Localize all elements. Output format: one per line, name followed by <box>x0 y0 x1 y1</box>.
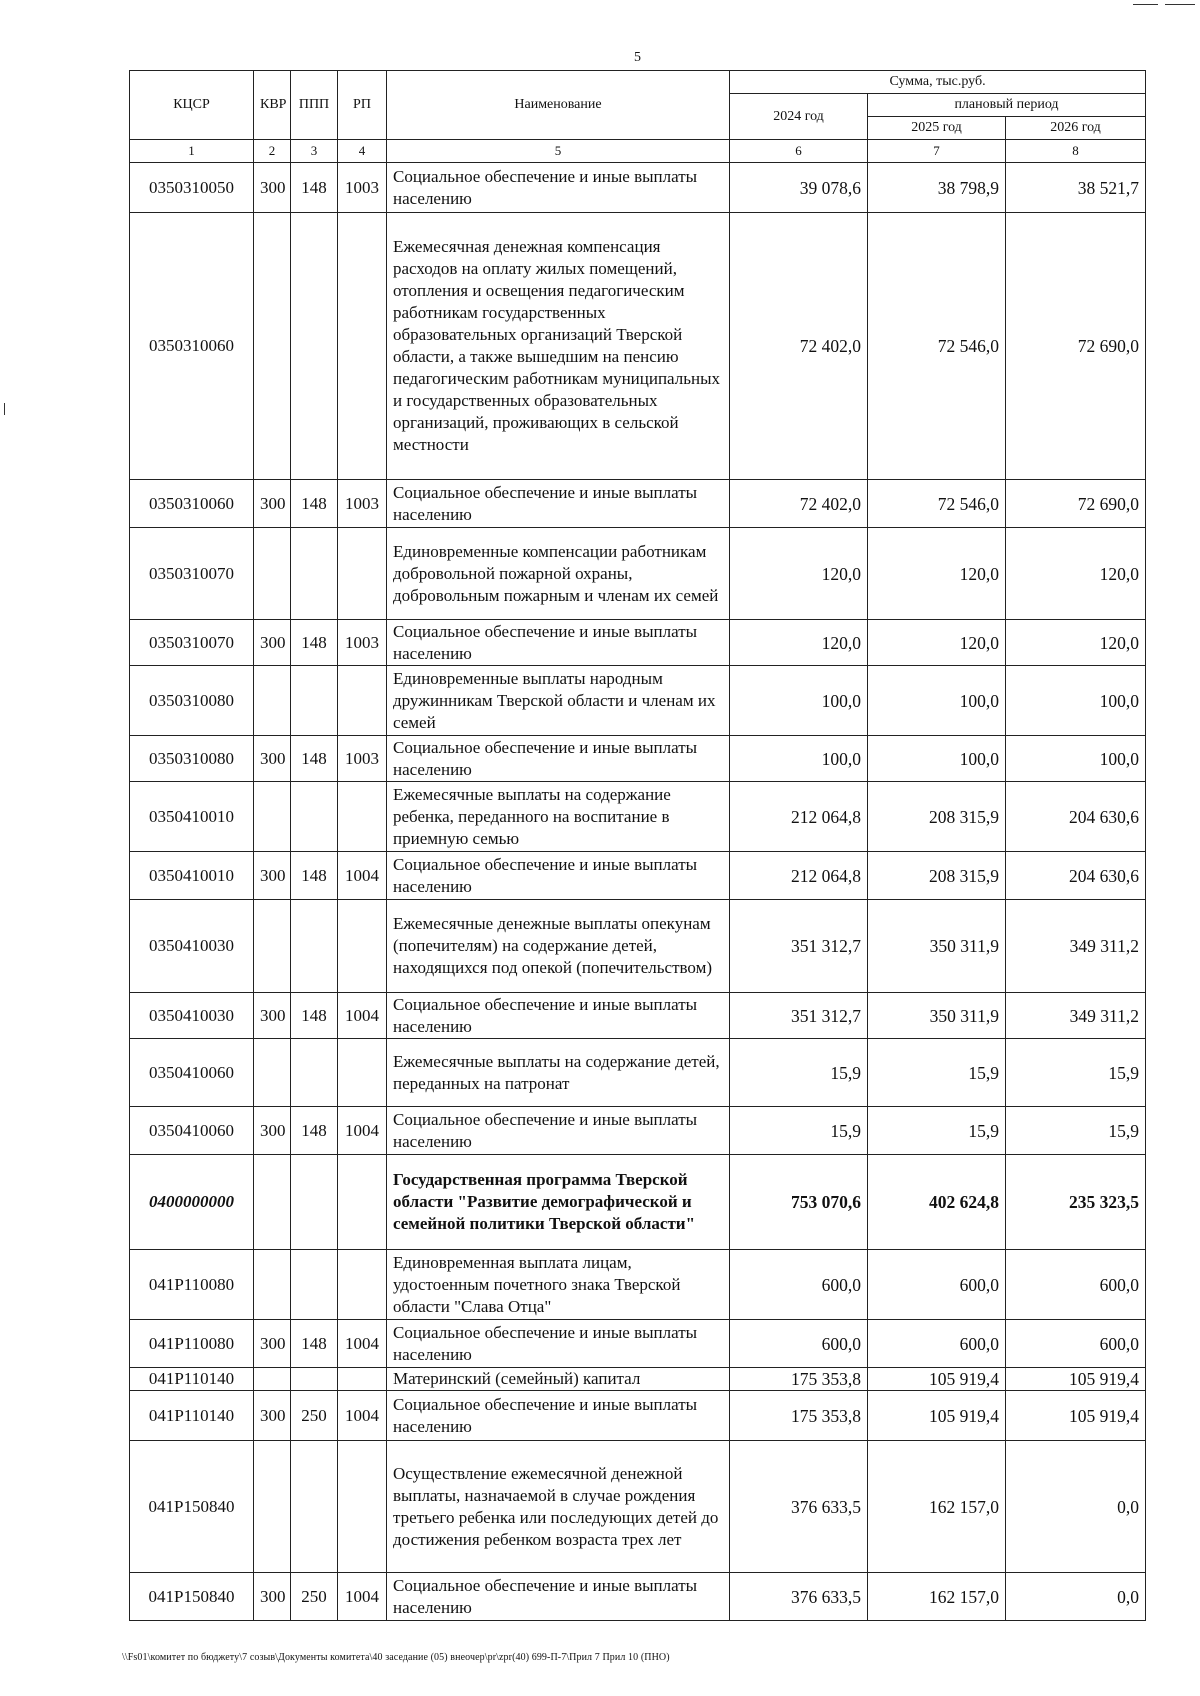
cell-kvr: 300 <box>254 1391 291 1441</box>
cell-kcsr: 0350310080 <box>130 666 254 736</box>
cell-sum-2026: 105 919,4 <box>1006 1391 1146 1441</box>
cell-sum-2025: 120,0 <box>868 528 1006 620</box>
cell-sum-2025: 105 919,4 <box>868 1368 1006 1391</box>
column-index: 8 <box>1006 140 1146 163</box>
cell-rp <box>338 528 387 620</box>
cell-rp: 1003 <box>338 163 387 213</box>
cell-rp: 1003 <box>338 480 387 528</box>
cell-name: Социальное обеспечение и иные выплаты населению <box>387 852 730 900</box>
cell-rp: 1003 <box>338 736 387 782</box>
cell-kvr: 300 <box>254 852 291 900</box>
cell-sum-2025: 72 546,0 <box>868 213 1006 480</box>
scan-mark <box>4 403 5 415</box>
header-year-2024: 2024 год <box>730 94 868 140</box>
cell-ppp <box>291 1441 338 1573</box>
cell-ppp <box>291 900 338 993</box>
cell-sum-2025: 600,0 <box>868 1250 1006 1320</box>
cell-kcsr: 0350310070 <box>130 528 254 620</box>
cell-sum-2024: 212 064,8 <box>730 852 868 900</box>
cell-sum-2024: 351 312,7 <box>730 900 868 993</box>
table-row <box>130 1250 1146 1320</box>
cell-sum-2024: 376 633,5 <box>730 1441 868 1573</box>
cell-ppp: 250 <box>291 1391 338 1441</box>
cell-kcsr: 0350310080 <box>130 736 254 782</box>
cell-sum-2026: 0,0 <box>1006 1573 1146 1621</box>
cell-name: Государственная программа Тверской области "Развитие демографической и семейной политики Тверской области" <box>387 1155 730 1250</box>
cell-sum-2026: 15,9 <box>1006 1039 1146 1107</box>
header-planned-period: плановый период <box>868 94 1146 117</box>
cell-rp: 1004 <box>338 1391 387 1441</box>
cell-sum-2025: 38 798,9 <box>868 163 1006 213</box>
cell-kvr <box>254 1250 291 1320</box>
column-index: 1 <box>130 140 254 163</box>
cell-sum-2025: 100,0 <box>868 736 1006 782</box>
table-row <box>130 620 1146 666</box>
cell-sum-2026: 349 311,2 <box>1006 900 1146 993</box>
header-rp: РП <box>338 71 387 140</box>
cell-ppp <box>291 666 338 736</box>
cell-sum-2024: 72 402,0 <box>730 213 868 480</box>
header-kvr: КВР <box>254 71 291 140</box>
column-index: 7 <box>868 140 1006 163</box>
cell-kcsr: 0350410060 <box>130 1107 254 1155</box>
cell-sum-2024: 72 402,0 <box>730 480 868 528</box>
cell-name: Ежемесячные денежные выплаты опекунам (попечителям) на содержание детей, находящихся под опекой (попечительством) <box>387 900 730 993</box>
cell-sum-2024: 15,9 <box>730 1039 868 1107</box>
cell-rp: 1004 <box>338 1107 387 1155</box>
table-row <box>130 1039 1146 1107</box>
cell-sum-2026: 100,0 <box>1006 666 1146 736</box>
table-row <box>130 736 1146 782</box>
cell-sum-2026: 235 323,5 <box>1006 1155 1146 1250</box>
header-sum: Сумма, тыс.руб. <box>730 71 1146 94</box>
table-row <box>130 1368 1146 1391</box>
cell-kvr: 300 <box>254 163 291 213</box>
scan-mark <box>1165 4 1195 5</box>
cell-rp <box>338 666 387 736</box>
cell-sum-2026: 105 919,4 <box>1006 1368 1146 1391</box>
cell-kvr <box>254 1039 291 1107</box>
cell-rp: 1004 <box>338 1320 387 1368</box>
cell-kvr: 300 <box>254 620 291 666</box>
column-index: 2 <box>254 140 291 163</box>
cell-rp: 1003 <box>338 620 387 666</box>
cell-name: Социальное обеспечение и иные выплаты населению <box>387 163 730 213</box>
header-name: Наименование <box>387 71 730 140</box>
table-row <box>130 782 1146 852</box>
cell-sum-2024: 753 070,6 <box>730 1155 868 1250</box>
cell-rp <box>338 1039 387 1107</box>
cell-kcsr: 041P150840 <box>130 1573 254 1621</box>
cell-kcsr: 0400000000 <box>130 1155 254 1250</box>
cell-kvr <box>254 1368 291 1391</box>
cell-kcsr: 0350310060 <box>130 213 254 480</box>
cell-kvr <box>254 213 291 480</box>
cell-kcsr: 0350310070 <box>130 620 254 666</box>
cell-ppp: 148 <box>291 1320 338 1368</box>
table-row <box>130 1391 1146 1441</box>
cell-kvr <box>254 1155 291 1250</box>
cell-sum-2026: 204 630,6 <box>1006 852 1146 900</box>
scan-mark <box>1133 4 1158 5</box>
cell-ppp: 148 <box>291 620 338 666</box>
cell-name: Социальное обеспечение и иные выплаты населению <box>387 620 730 666</box>
table-row <box>130 900 1146 993</box>
table-row <box>130 528 1146 620</box>
cell-name: Ежемесячная денежная компенсация расходов на оплату жилых помещений, отопления и освещения педагогическим работникам государственных образовательных организаций Тверской области, а также вышедшим на пенсию педагогическим работникам муниципальных и государственных образовательных организаций, проживающих в сельской местности <box>387 213 730 480</box>
cell-sum-2024: 376 633,5 <box>730 1573 868 1621</box>
cell-sum-2026: 0,0 <box>1006 1441 1146 1573</box>
cell-kvr <box>254 528 291 620</box>
cell-sum-2026: 600,0 <box>1006 1250 1146 1320</box>
column-index: 3 <box>291 140 338 163</box>
cell-rp: 1004 <box>338 1573 387 1621</box>
cell-kvr <box>254 900 291 993</box>
cell-name: Ежемесячные выплаты на содержание детей, переданных на патронат <box>387 1039 730 1107</box>
column-index: 5 <box>387 140 730 163</box>
cell-sum-2025: 105 919,4 <box>868 1391 1006 1441</box>
cell-sum-2024: 15,9 <box>730 1107 868 1155</box>
table-row <box>130 1107 1146 1155</box>
cell-rp: 1004 <box>338 993 387 1039</box>
table-row <box>130 480 1146 528</box>
table-row <box>130 852 1146 900</box>
cell-sum-2026: 72 690,0 <box>1006 213 1146 480</box>
cell-name: Единовременные выплаты народным дружинникам Тверской области и членам их семей <box>387 666 730 736</box>
cell-sum-2025: 208 315,9 <box>868 852 1006 900</box>
cell-sum-2024: 175 353,8 <box>730 1368 868 1391</box>
cell-sum-2026: 349 311,2 <box>1006 993 1146 1039</box>
cell-sum-2024: 100,0 <box>730 666 868 736</box>
cell-name: Ежемесячные выплаты на содержание ребенка, переданного на воспитание в приемную семью <box>387 782 730 852</box>
cell-rp <box>338 1441 387 1573</box>
column-index: 4 <box>338 140 387 163</box>
cell-sum-2026: 204 630,6 <box>1006 782 1146 852</box>
cell-sum-2024: 39 078,6 <box>730 163 868 213</box>
cell-kvr: 300 <box>254 480 291 528</box>
column-index: 6 <box>730 140 868 163</box>
table-row <box>130 1441 1146 1573</box>
cell-ppp: 148 <box>291 852 338 900</box>
cell-ppp <box>291 1039 338 1107</box>
cell-kvr: 300 <box>254 993 291 1039</box>
cell-name: Осуществление ежемесячной денежной выплаты, назначаемой в случае рождения третьего ребенка или последующих детей до достижения ребенком возраста трех лет <box>387 1441 730 1573</box>
cell-name: Социальное обеспечение и иные выплаты населению <box>387 480 730 528</box>
page-number: 5 <box>634 50 641 65</box>
cell-name: Социальное обеспечение и иные выплаты населению <box>387 1320 730 1368</box>
cell-rp <box>338 1155 387 1250</box>
cell-sum-2025: 350 311,9 <box>868 993 1006 1039</box>
cell-name: Материнский (семейный) капитал <box>387 1368 730 1391</box>
cell-kcsr: 0350410010 <box>130 782 254 852</box>
cell-sum-2026: 38 521,7 <box>1006 163 1146 213</box>
cell-kvr: 300 <box>254 736 291 782</box>
cell-name: Социальное обеспечение и иные выплаты населению <box>387 1107 730 1155</box>
cell-ppp: 148 <box>291 1107 338 1155</box>
cell-ppp: 148 <box>291 163 338 213</box>
cell-sum-2025: 600,0 <box>868 1320 1006 1368</box>
cell-sum-2025: 350 311,9 <box>868 900 1006 993</box>
cell-sum-2024: 600,0 <box>730 1250 868 1320</box>
cell-ppp <box>291 1250 338 1320</box>
cell-name: Единовременная выплата лицам, удостоенным почетного знака Тверской области "Слава Отца" <box>387 1250 730 1320</box>
cell-sum-2025: 120,0 <box>868 620 1006 666</box>
cell-sum-2024: 600,0 <box>730 1320 868 1368</box>
cell-sum-2024: 100,0 <box>730 736 868 782</box>
header-year-2025: 2025 год <box>868 117 1006 140</box>
table-row <box>130 213 1146 480</box>
table-row <box>130 1155 1146 1250</box>
cell-kcsr: 0350410010 <box>130 852 254 900</box>
cell-sum-2025: 72 546,0 <box>868 480 1006 528</box>
header-year-2026: 2026 год <box>1006 117 1146 140</box>
cell-kvr: 300 <box>254 1320 291 1368</box>
cell-ppp: 250 <box>291 1573 338 1621</box>
cell-ppp: 148 <box>291 993 338 1039</box>
budget-table <box>129 70 1146 1621</box>
cell-kvr <box>254 1441 291 1573</box>
cell-kcsr: 0350310050 <box>130 163 254 213</box>
cell-ppp <box>291 213 338 480</box>
cell-sum-2024: 175 353,8 <box>730 1391 868 1441</box>
cell-name: Социальное обеспечение и иные выплаты населению <box>387 1391 730 1441</box>
cell-kcsr: 0350410060 <box>130 1039 254 1107</box>
cell-ppp <box>291 528 338 620</box>
cell-ppp: 148 <box>291 480 338 528</box>
cell-rp <box>338 213 387 480</box>
cell-kcsr: 0350310060 <box>130 480 254 528</box>
cell-sum-2024: 120,0 <box>730 528 868 620</box>
cell-sum-2026: 15,9 <box>1006 1107 1146 1155</box>
cell-sum-2025: 100,0 <box>868 666 1006 736</box>
cell-kcsr: 0350410030 <box>130 993 254 1039</box>
cell-sum-2025: 162 157,0 <box>868 1441 1006 1573</box>
cell-name: Социальное обеспечение и иные выплаты населению <box>387 736 730 782</box>
footer-file-path: \\Fs01\комитет по бюджету\7 созыв\Документы комитета\40 заседание (05) внеочер\pr\zpr(40) 699-П-7\Прил 7 Прил 10 (ПНО) <box>122 1652 670 1663</box>
cell-ppp <box>291 1368 338 1391</box>
cell-sum-2024: 351 312,7 <box>730 993 868 1039</box>
cell-sum-2024: 212 064,8 <box>730 782 868 852</box>
table-row <box>130 666 1146 736</box>
cell-sum-2026: 100,0 <box>1006 736 1146 782</box>
cell-kcsr: 041P110080 <box>130 1320 254 1368</box>
table-row <box>130 1320 1146 1368</box>
cell-ppp <box>291 1155 338 1250</box>
cell-sum-2026: 72 690,0 <box>1006 480 1146 528</box>
table-row <box>130 993 1146 1039</box>
cell-kcsr: 041P110140 <box>130 1391 254 1441</box>
cell-name: Единовременные компенсации работникам добровольной пожарной охраны, добровольным пожарным и членам их семей <box>387 528 730 620</box>
cell-kvr: 300 <box>254 1107 291 1155</box>
table-row <box>130 163 1146 213</box>
cell-sum-2026: 120,0 <box>1006 528 1146 620</box>
cell-ppp <box>291 782 338 852</box>
cell-rp <box>338 1368 387 1391</box>
cell-rp: 1004 <box>338 852 387 900</box>
header-ppp: ППП <box>291 71 338 140</box>
cell-rp <box>338 900 387 993</box>
table-row <box>130 1573 1146 1621</box>
cell-sum-2025: 15,9 <box>868 1039 1006 1107</box>
cell-sum-2024: 120,0 <box>730 620 868 666</box>
cell-kvr <box>254 782 291 852</box>
cell-rp <box>338 782 387 852</box>
cell-sum-2025: 208 315,9 <box>868 782 1006 852</box>
cell-kvr <box>254 666 291 736</box>
cell-sum-2025: 15,9 <box>868 1107 1006 1155</box>
cell-sum-2025: 402 624,8 <box>868 1155 1006 1250</box>
cell-name: Социальное обеспечение и иные выплаты населению <box>387 1573 730 1621</box>
cell-sum-2026: 120,0 <box>1006 620 1146 666</box>
cell-kcsr: 041P150840 <box>130 1441 254 1573</box>
cell-kcsr: 041P110140 <box>130 1368 254 1391</box>
cell-rp <box>338 1250 387 1320</box>
cell-sum-2026: 600,0 <box>1006 1320 1146 1368</box>
cell-kcsr: 0350410030 <box>130 900 254 993</box>
cell-name: Социальное обеспечение и иные выплаты населению <box>387 993 730 1039</box>
header-kcsr: КЦСР <box>130 71 254 140</box>
cell-kcsr: 041P110080 <box>130 1250 254 1320</box>
cell-kvr: 300 <box>254 1573 291 1621</box>
cell-sum-2025: 162 157,0 <box>868 1573 1006 1621</box>
cell-ppp: 148 <box>291 736 338 782</box>
